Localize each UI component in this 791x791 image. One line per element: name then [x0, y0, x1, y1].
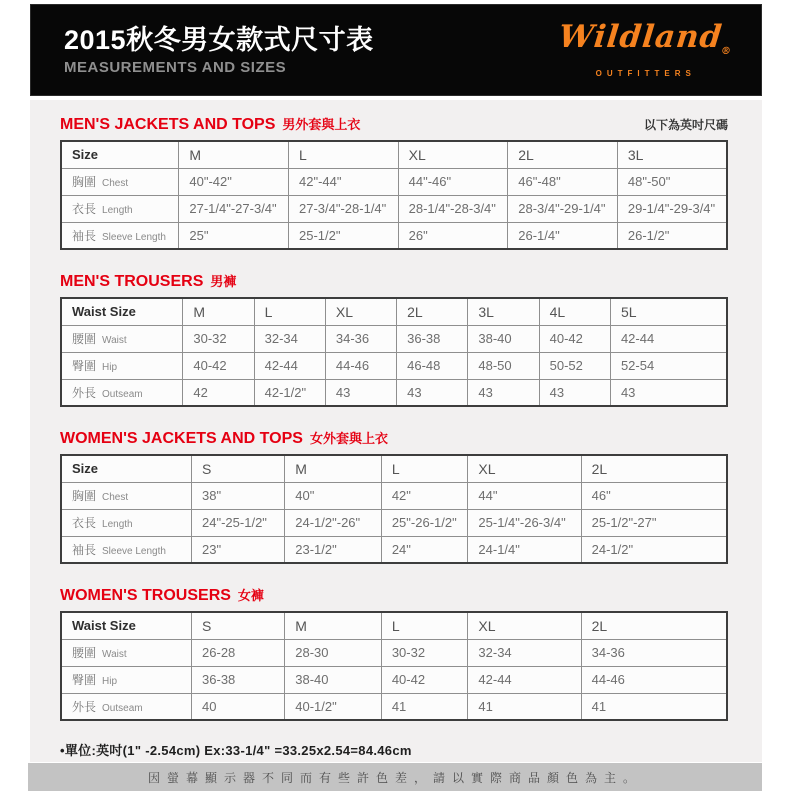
measurement-label-cell [61, 639, 192, 666]
size-value-cell: 26-28 [192, 639, 285, 666]
measurement-label-cell [61, 352, 183, 379]
section-womens-trousers [60, 584, 762, 721]
table-row [61, 482, 727, 509]
disclaimer-text: 因螢幕顯示器不同而有些許色差，請以實際商品顏色為主。 [147, 770, 642, 785]
measurement-column-header: Waist Size [61, 612, 192, 639]
size-value-cell: 40-42 [381, 666, 468, 693]
brand-tagline: OUTFITTERS [595, 69, 696, 79]
size-value-cell: 40-1/2" [285, 693, 382, 720]
measurement-label-cell [61, 482, 192, 509]
size-column-header: S [192, 612, 285, 639]
size-value-cell: 41 [381, 693, 468, 720]
size-value-cell: 38-40 [285, 666, 382, 693]
section-mens-jackets-tops [60, 113, 762, 250]
size-value-cell: 26" [398, 222, 508, 249]
size-value-cell: 25-1/2" [289, 222, 399, 249]
brand-logo [557, 18, 761, 79]
measurement-label-zh: 外長 [72, 699, 97, 714]
size-value-cell: 25" [179, 222, 289, 249]
size-value-cell: 42" [381, 482, 468, 509]
measurement-label-cell [61, 666, 192, 693]
measurement-label-en: Waist [102, 335, 127, 346]
size-value-cell: 43 [468, 379, 539, 406]
size-column-header: L [254, 298, 325, 325]
measurement-label-zh: 腰圍 [72, 332, 97, 346]
table-header-row [61, 141, 727, 168]
section-heading-row [60, 270, 728, 291]
size-value-cell: 27-1/4"-27-3/4" [179, 195, 289, 222]
size-value-cell: 43 [610, 379, 727, 406]
size-column-header: 2L [397, 298, 468, 325]
size-value-cell: 43 [397, 379, 468, 406]
measurement-label-en: Outseam [102, 702, 143, 714]
size-column-header: 2L [508, 141, 618, 168]
size-value-cell: 44" [468, 482, 581, 509]
size-column-header: L [381, 455, 468, 482]
table-row [61, 352, 727, 379]
measurement-label-zh: 衣長 [72, 516, 97, 530]
section-title-en: MEN'S JACKETS AND TOPS [60, 116, 276, 133]
measurement-label-en: Sleeve Length [102, 231, 166, 243]
measurement-label-zh: 袖長 [72, 228, 97, 243]
measurement-column-header: Size [61, 455, 192, 482]
size-value-cell: 28-30 [285, 639, 382, 666]
size-value-cell: 26-1/4" [508, 222, 618, 249]
table-row [61, 536, 727, 563]
table-row [61, 195, 727, 222]
size-column-header: 2L [581, 455, 727, 482]
size-column-header: 4L [539, 298, 610, 325]
section-title-zh: 男外套與上衣 [282, 117, 361, 132]
size-value-cell: 44"-46" [398, 168, 508, 195]
table-row [61, 666, 727, 693]
size-value-cell: 48-50 [468, 352, 539, 379]
size-value-cell: 42-44 [610, 325, 727, 352]
content-area [30, 100, 762, 762]
size-value-cell: 34-36 [325, 325, 396, 352]
measurement-label-en: Length [102, 519, 133, 530]
size-value-cell: 24" [381, 536, 468, 563]
section-title-zh: 女褲 [237, 588, 264, 603]
womens-jackets-tops-table [60, 454, 728, 564]
measurement-label-cell [61, 325, 183, 352]
measurement-label-zh: 臀圍 [72, 359, 97, 373]
measurement-label-zh: 臀圍 [72, 673, 97, 687]
measurement-label-zh: 胸圍 [72, 489, 97, 503]
size-column-header: 3L [468, 298, 539, 325]
size-value-cell: 36-38 [192, 666, 285, 693]
size-value-cell: 32-34 [254, 325, 325, 352]
section-heading-row [60, 113, 728, 134]
size-value-cell: 38" [192, 482, 285, 509]
section-mens-trousers [60, 270, 762, 407]
size-column-header: L [381, 612, 468, 639]
size-column-header: M [285, 612, 382, 639]
table-header-row [61, 455, 727, 482]
section-womens-jackets-tops [60, 427, 762, 564]
size-value-cell: 38-40 [468, 325, 539, 352]
measurement-label-cell [61, 195, 179, 222]
page-subtitle: MEASUREMENTS AND SIZES [64, 58, 287, 76]
table-row [61, 639, 727, 666]
page-title: 2015秋冬男女款式尺寸表 [64, 24, 374, 55]
table-row [61, 379, 727, 406]
size-column-header: M [183, 298, 254, 325]
measurement-column-header: Waist Size [61, 298, 183, 325]
section-title [60, 113, 360, 134]
size-value-cell: 40" [285, 482, 382, 509]
size-value-cell: 40"-42" [179, 168, 289, 195]
size-column-header: 5L [610, 298, 727, 325]
section-heading-row [60, 584, 728, 605]
brand-wordmark [556, 18, 735, 67]
size-value-cell: 46"-48" [508, 168, 618, 195]
size-column-header: M [179, 141, 289, 168]
size-value-cell: 28-1/4"-28-3/4" [398, 195, 508, 222]
size-column-header: 3L [617, 141, 727, 168]
size-value-cell: 48"-50" [617, 168, 727, 195]
measurement-label-en: Hip [102, 676, 118, 687]
size-value-cell: 26-1/2" [617, 222, 727, 249]
measurement-label-zh: 袖長 [72, 542, 97, 557]
size-value-cell: 28-3/4"-29-1/4" [508, 195, 618, 222]
size-value-cell: 43 [539, 379, 610, 406]
size-value-cell: 30-32 [381, 639, 468, 666]
size-value-cell: 25-1/4"-26-3/4" [468, 509, 581, 536]
mens-trousers-table [60, 297, 728, 407]
size-value-cell: 24-1/2" [581, 536, 727, 563]
unit-note: 以下為英吋尺碼 [643, 118, 728, 132]
size-value-cell: 25"-26-1/2" [381, 509, 468, 536]
measurement-label-cell [61, 509, 192, 536]
size-value-cell: 50-52 [539, 352, 610, 379]
size-value-cell: 23-1/2" [285, 536, 382, 563]
size-column-header: XL [398, 141, 508, 168]
measurement-label-en: Outseam [102, 388, 143, 400]
size-value-cell: 42 [183, 379, 254, 406]
section-title-zh: 女外套與上衣 [309, 431, 388, 446]
size-value-cell: 46-48 [397, 352, 468, 379]
page-header [30, 4, 762, 96]
section-title-en: MEN'S TROUSERS [60, 273, 204, 290]
section-title [60, 427, 388, 448]
section-title-en: WOMEN'S JACKETS AND TOPS [60, 430, 303, 447]
size-value-cell: 32-34 [468, 639, 581, 666]
table-header-row [61, 612, 727, 639]
size-value-cell: 40-42 [539, 325, 610, 352]
size-value-cell: 40 [192, 693, 285, 720]
section-title-en: WOMEN'S TROUSERS [60, 587, 231, 604]
measurement-label-zh: 腰圍 [72, 646, 97, 660]
size-value-cell: 24-1/4" [468, 536, 581, 563]
brand-name: Wildland [557, 18, 725, 55]
size-column-header: S [192, 455, 285, 482]
size-value-cell: 42-44 [468, 666, 581, 693]
size-value-cell: 52-54 [610, 352, 727, 379]
size-value-cell: 42-44 [254, 352, 325, 379]
measurement-label-cell [61, 379, 183, 406]
size-value-cell: 41 [468, 693, 581, 720]
measurement-label-cell [61, 168, 179, 195]
size-value-cell: 42-1/2" [254, 379, 325, 406]
measurement-label-zh: 胸圍 [72, 175, 97, 189]
size-value-cell: 41 [581, 693, 727, 720]
measurement-label-cell [61, 222, 179, 249]
size-column-header: XL [468, 455, 581, 482]
size-value-cell: 29-1/4"-29-3/4" [617, 195, 727, 222]
table-row [61, 693, 727, 720]
measurement-label-cell [61, 693, 192, 720]
measurement-label-zh: 衣長 [72, 202, 97, 216]
size-value-cell: 24-1/2"-26" [285, 509, 382, 536]
measurement-label-en: Chest [102, 492, 129, 503]
size-value-cell: 24"-25-1/2" [192, 509, 285, 536]
measurement-column-header: Size [61, 141, 179, 168]
size-value-cell: 46" [581, 482, 727, 509]
size-value-cell: 42"-44" [289, 168, 399, 195]
measurement-label-cell [61, 536, 192, 563]
size-value-cell: 23" [192, 536, 285, 563]
measurement-label-en: Sleeve Length [102, 545, 166, 557]
size-value-cell: 30-32 [183, 325, 254, 352]
size-column-header: M [285, 455, 382, 482]
size-value-cell: 44-46 [325, 352, 396, 379]
table-row [61, 168, 727, 195]
size-value-cell: 25-1/2"-27" [581, 509, 727, 536]
disclaimer-bar [28, 763, 762, 791]
table-row [61, 325, 727, 352]
measurement-label-en: Chest [102, 178, 129, 189]
size-value-cell: 34-36 [581, 639, 727, 666]
header-text-block [31, 25, 374, 76]
section-title [60, 584, 264, 605]
size-value-cell: 36-38 [397, 325, 468, 352]
size-column-header: 2L [581, 612, 727, 639]
size-column-header: L [289, 141, 399, 168]
measurement-label-en: Hip [102, 362, 118, 373]
registered-mark-icon: ® [720, 46, 733, 58]
size-column-header: XL [325, 298, 396, 325]
measurement-label-en: Waist [102, 649, 127, 660]
mens-jackets-tops-table [60, 140, 728, 250]
size-column-header: XL [468, 612, 581, 639]
measurement-label-en: Length [102, 205, 133, 216]
section-title [60, 270, 236, 291]
table-header-row [61, 298, 727, 325]
womens-trousers-table [60, 611, 728, 721]
section-title-zh: 男褲 [210, 274, 237, 289]
table-row [61, 222, 727, 249]
table-row [61, 509, 727, 536]
section-heading-row [60, 427, 728, 448]
footnote-unit: •單位:英吋(1" -2.54cm) Ex:33-1/4" =33.25x2.54=84.46cm [60, 743, 412, 758]
size-value-cell: 43 [325, 379, 396, 406]
size-value-cell: 40-42 [183, 352, 254, 379]
size-value-cell: 44-46 [581, 666, 727, 693]
measurement-label-zh: 外長 [72, 385, 97, 400]
size-value-cell: 27-3/4"-28-1/4" [289, 195, 399, 222]
